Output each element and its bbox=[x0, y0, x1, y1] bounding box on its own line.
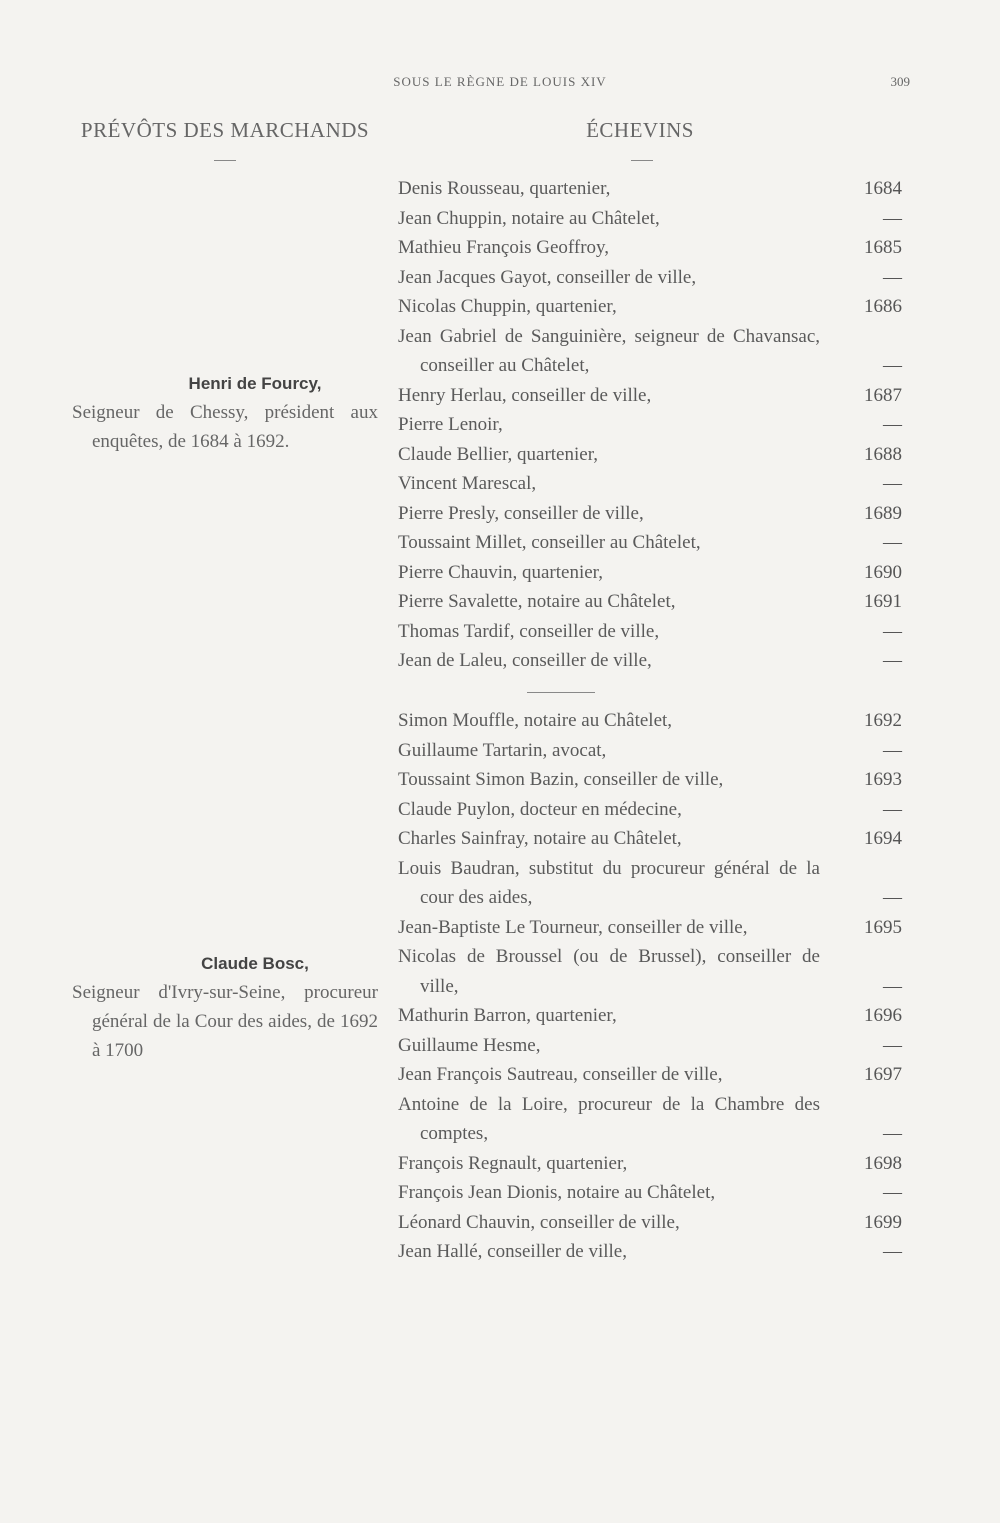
echevin-year: 1692 bbox=[864, 710, 902, 731]
echevin-name: Vincent Marescal, bbox=[398, 473, 537, 494]
prevot-description: Seigneur d'Ivry-sur-Seine, procureur général de la Cour des aides, de 1692 à 1700 bbox=[72, 982, 378, 1061]
echevin-year: — bbox=[883, 620, 902, 642]
column-dash-left bbox=[214, 160, 236, 161]
echevin-row bbox=[398, 174, 908, 204]
echevin-row bbox=[398, 1090, 908, 1149]
echevin-name: Henry Herlau, conseiller de ville, bbox=[398, 384, 652, 406]
echevin-row bbox=[398, 263, 908, 293]
echevin-name: Léonard Chauvin, conseiller de ville, bbox=[398, 1211, 680, 1233]
echevin-name: Pierre Presly, conseiller de ville, bbox=[398, 502, 644, 524]
echevin-row bbox=[398, 854, 908, 913]
echevin-name: Thomas Tardif, conseiller de ville, bbox=[398, 620, 660, 642]
echevin-row bbox=[398, 499, 908, 529]
echevin-row bbox=[398, 824, 908, 854]
echevin-row bbox=[398, 322, 908, 381]
column-title-prevots: PRÉVÔTS DES MARCHANDS bbox=[80, 118, 370, 142]
echevin-row bbox=[398, 617, 908, 647]
echevin-name: Claude Bellier, quartenier, bbox=[398, 443, 599, 465]
echevin-name: Nicolas de Broussel (ou de Brussel), conseiller de ville, bbox=[398, 946, 820, 997]
echevin-year: — bbox=[883, 1241, 902, 1262]
echevin-row bbox=[398, 587, 908, 617]
echevin-year: 1696 bbox=[864, 1005, 902, 1026]
echevin-name: Toussaint Millet, conseiller au Châtelet, bbox=[398, 532, 701, 553]
echevin-row bbox=[398, 646, 908, 676]
prevot-description: Seigneur de Chessy, président aux enquêtes, de 1684 à 1692. bbox=[72, 402, 378, 452]
echevin-year: 1691 bbox=[864, 591, 902, 612]
echevin-row bbox=[398, 736, 908, 766]
echevin-year: 1689 bbox=[864, 502, 902, 524]
echevin-name: Guillaume Hesme, bbox=[398, 1034, 541, 1056]
echevins-list-1692-1700 bbox=[398, 706, 908, 1267]
echevin-name: Charles Sainfray, notaire au Châtelet, bbox=[398, 828, 682, 849]
echevin-year: — bbox=[883, 887, 902, 908]
echevin-name: Pierre Lenoir, bbox=[398, 414, 503, 435]
echevin-year: 1698 bbox=[864, 1152, 902, 1174]
echevin-row bbox=[398, 233, 908, 263]
echevin-year: — bbox=[883, 266, 902, 288]
echevin-row bbox=[398, 942, 908, 1001]
echevin-row bbox=[398, 1149, 908, 1179]
echevin-name: Pierre Savalette, notaire au Châtelet, bbox=[398, 591, 676, 612]
echevin-year: — bbox=[883, 207, 902, 229]
echevin-row bbox=[398, 440, 908, 470]
echevin-year: 1688 bbox=[864, 443, 902, 465]
echevin-year: 1699 bbox=[864, 1211, 902, 1233]
echevin-row bbox=[398, 765, 908, 795]
echevin-year: — bbox=[883, 650, 902, 671]
echevin-year: — bbox=[883, 798, 902, 820]
echevin-name: Jean Chuppin, notaire au Châtelet, bbox=[398, 207, 660, 229]
echevin-row bbox=[398, 1060, 908, 1090]
echevin-row bbox=[398, 1208, 908, 1238]
echevin-year: 1694 bbox=[864, 828, 902, 849]
echevin-name: Nicolas Chuppin, quartenier, bbox=[398, 296, 617, 317]
echevin-row bbox=[398, 469, 908, 499]
echevin-year: — bbox=[883, 473, 902, 494]
echevin-year: — bbox=[883, 355, 902, 376]
echevin-row bbox=[398, 292, 908, 322]
echevin-name: Antoine de la Loire, procureur de la Chambre des comptes, bbox=[398, 1093, 820, 1144]
echevin-year: — bbox=[883, 1123, 902, 1144]
echevin-name: Louis Baudran, substitut du procureur général de la cour des aides, bbox=[398, 857, 820, 908]
echevin-row bbox=[398, 528, 908, 558]
prevot-entry bbox=[72, 372, 378, 456]
echevin-year: 1686 bbox=[864, 296, 902, 317]
echevin-name: Mathurin Barron, quartenier, bbox=[398, 1005, 617, 1026]
prevot-name: Claude Bosc, bbox=[201, 954, 309, 973]
page-number: 309 bbox=[890, 74, 910, 89]
echevin-name: Denis Rousseau, quartenier, bbox=[398, 178, 611, 199]
echevin-name: François Regnault, quartenier, bbox=[398, 1152, 628, 1174]
echevin-name: Toussaint Simon Bazin, conseiller de ville, bbox=[398, 769, 724, 790]
echevin-row bbox=[398, 381, 908, 411]
echevin-name: Jean-Baptiste Le Tourneur, conseiller de ville, bbox=[398, 916, 748, 938]
echevin-year: 1684 bbox=[864, 178, 902, 199]
prevot-entry bbox=[72, 952, 378, 1065]
echevin-name: Jean François Sautreau, conseiller de ville, bbox=[398, 1064, 723, 1085]
echevin-year: 1687 bbox=[864, 384, 902, 406]
echevin-row bbox=[398, 1001, 908, 1031]
echevin-year: — bbox=[883, 1034, 902, 1056]
echevin-row bbox=[398, 1031, 908, 1061]
echevin-year: 1685 bbox=[864, 237, 902, 258]
echevin-year: — bbox=[883, 1182, 902, 1203]
echevin-row bbox=[398, 1178, 908, 1208]
echevin-name: François Jean Dionis, notaire au Châtelet, bbox=[398, 1182, 716, 1203]
echevins-list-1684-1692 bbox=[398, 174, 908, 676]
echevin-name: Jean Gabriel de Sanguinière, seigneur de Chavansac, conseiller au Châtelet, bbox=[398, 325, 820, 376]
echevin-name: Simon Mouffle, notaire au Châtelet, bbox=[398, 710, 673, 731]
echevin-year: — bbox=[883, 414, 902, 435]
echevin-year: — bbox=[883, 739, 902, 761]
echevin-name: Mathieu François Geoffroy, bbox=[398, 237, 610, 258]
echevin-row bbox=[398, 410, 908, 440]
echevin-row bbox=[398, 913, 908, 943]
echevin-year: 1697 bbox=[864, 1064, 902, 1085]
echevin-year: 1693 bbox=[864, 769, 902, 790]
echevin-row bbox=[398, 706, 908, 736]
echevin-row bbox=[398, 558, 908, 588]
echevin-name: Claude Puylon, docteur en médecine, bbox=[398, 798, 682, 820]
echevin-year: — bbox=[883, 975, 902, 997]
echevin-name: Pierre Chauvin, quartenier, bbox=[398, 561, 604, 583]
echevin-year: 1690 bbox=[864, 561, 902, 583]
section-separator bbox=[527, 692, 595, 693]
echevin-row bbox=[398, 204, 908, 234]
echevin-name: Guillaume Tartarin, avocat, bbox=[398, 739, 607, 761]
prevot-name: Henri de Fourcy, bbox=[188, 374, 322, 393]
echevin-name: Jean Jacques Gayot, conseiller de ville, bbox=[398, 266, 697, 288]
echevin-year: — bbox=[883, 532, 902, 553]
echevin-row bbox=[398, 795, 908, 825]
column-dash-right bbox=[631, 160, 653, 161]
echevin-year: 1695 bbox=[864, 916, 902, 938]
echevin-name: Jean Hallé, conseiller de ville, bbox=[398, 1241, 627, 1262]
column-title-echevins: ÉCHEVINS bbox=[586, 118, 694, 142]
running-head: SOUS LE RÈGNE DE LOUIS XIV bbox=[393, 74, 607, 89]
echevin-name: Jean de Laleu, conseiller de ville, bbox=[398, 650, 652, 671]
echevin-row bbox=[398, 1237, 908, 1267]
